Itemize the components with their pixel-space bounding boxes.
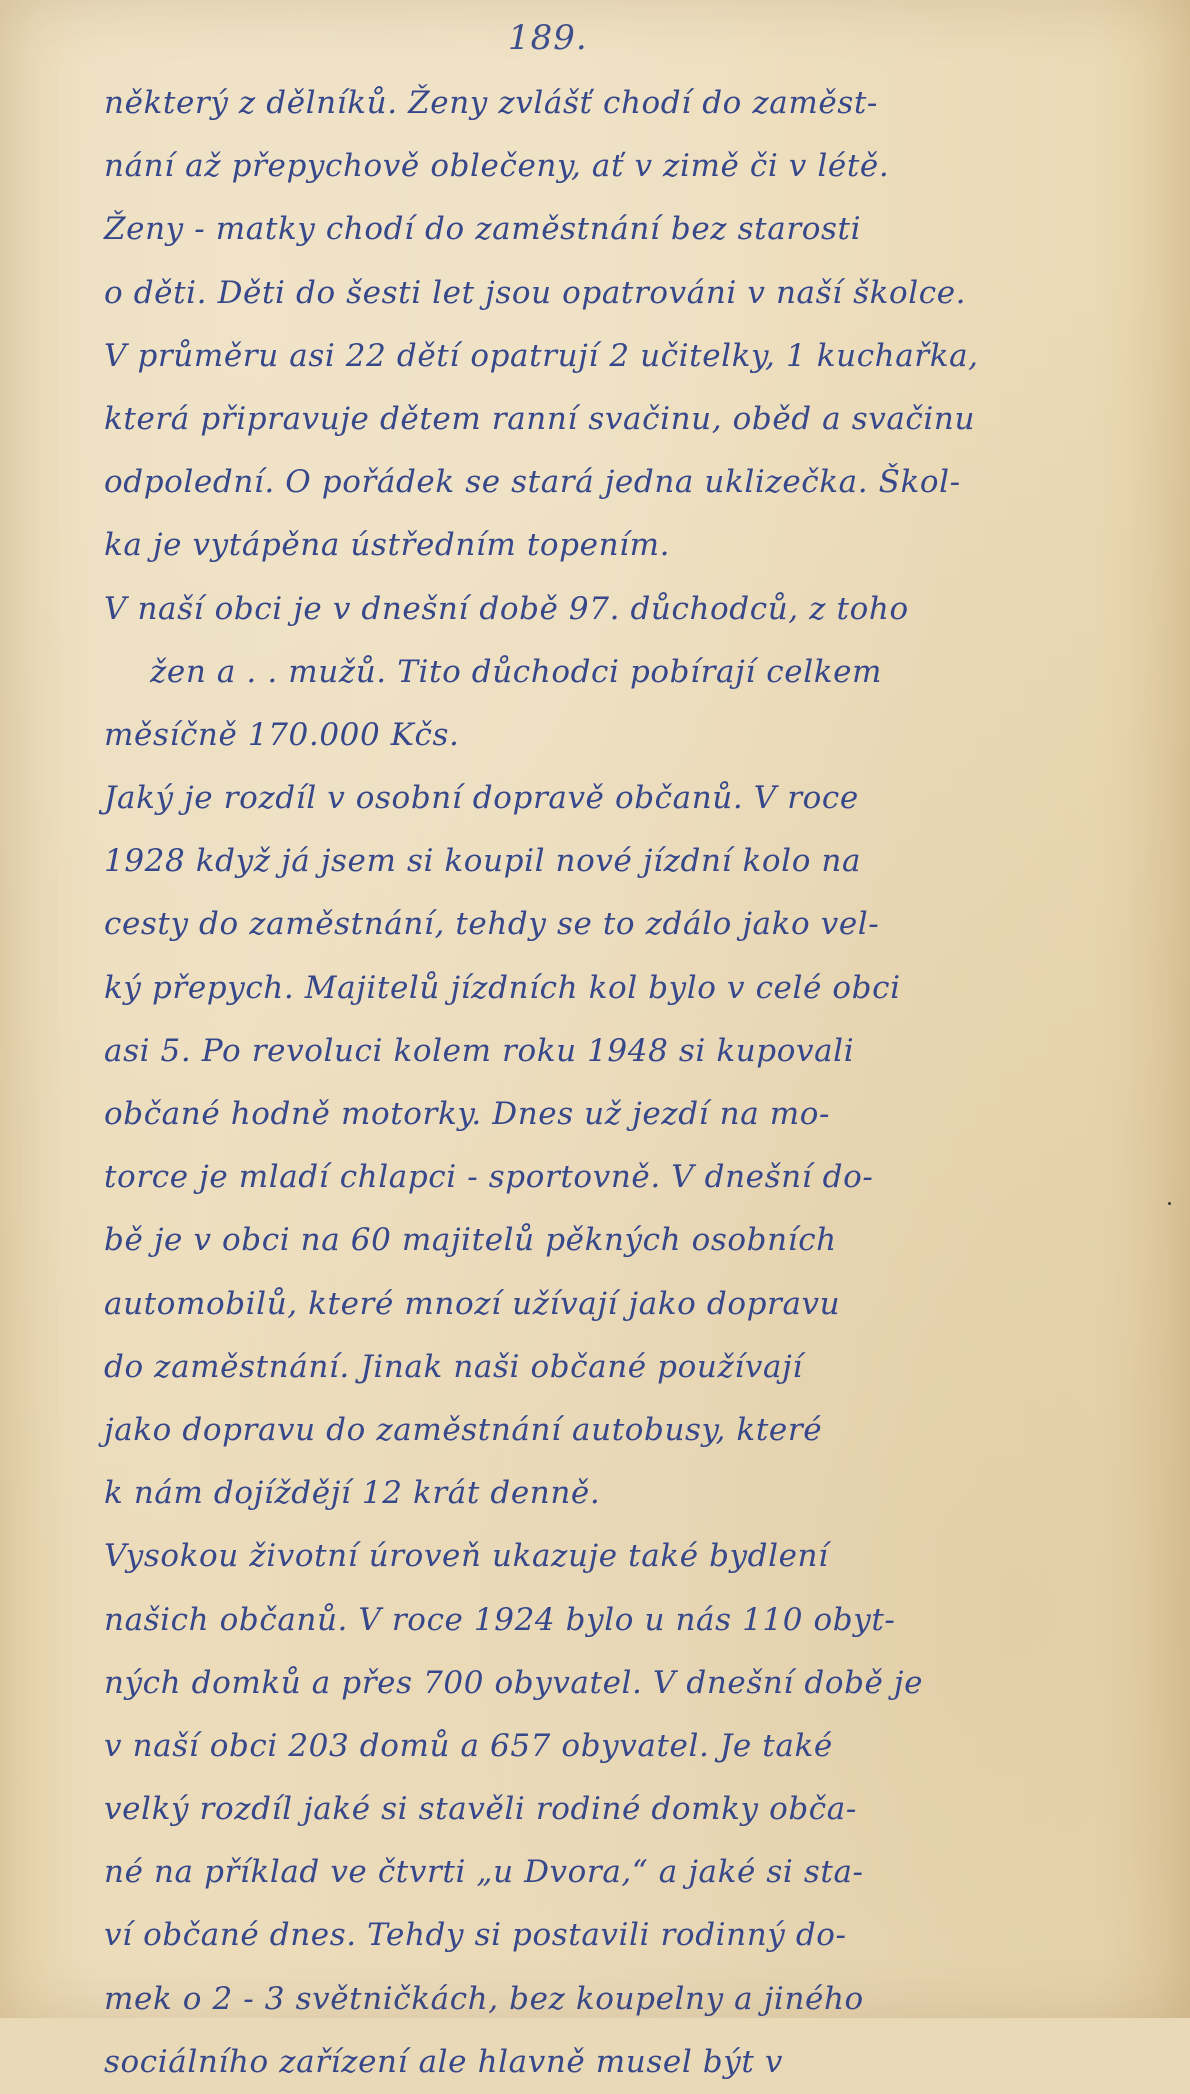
text-line: ký přepych. Majitelů jízdních kol bylo v celé obci [104,969,901,1006]
text-line: odpolední. O pořádek se stará jedna uklizečka. Škol- [104,464,961,501]
text-line: né na příklad ve čtvrti „u Dvora,“ a jaké si sta- [104,1854,864,1891]
page-number: 189. [508,18,588,58]
handwritten-text [104,72,1114,2094]
ink-dot [1168,1202,1171,1205]
text-line: cesty do zaměstnání, tehdy se to zdálo jako vel- [104,906,880,943]
text-line: Jaký je rozdíl v osobní dopravě občanů. V roce [104,780,859,817]
text-line: velký rozdíl jaké si stavěli rodiné domky obča- [104,1791,857,1828]
text-line: která připravuje dětem ranní svačinu, oběd a svačinu [104,400,976,437]
text-line: o děti. Děti do šesti let jsou opatrováni v naší školce. [104,274,967,311]
text-line: V naší obci je v dnešní době 97. důchodců, z toho [104,590,909,627]
text-line: žen a . . mužů. Tito důchodci pobírají celkem [150,653,883,690]
text-line: Vysokou životní úroveň ukazuje také bydlení [104,1538,829,1575]
text-line: torce je mladí chlapci - sportovně. V dnešní do- [104,1159,874,1196]
text-line: v naší obci 203 domů a 657 obyvatel. Je také [104,1727,833,1764]
text-line: našich občanů. V roce 1924 bylo u nás 110 obyt- [104,1601,896,1638]
text-line: ných domků a přes 700 obyvatel. V dnešní době je [104,1664,924,1701]
text-line: některý z dělníků. Ženy zvlášť chodí do zaměst- [104,85,878,121]
text-line: automobilů, které mnozí užívají jako dopravu [104,1285,841,1322]
text-line: jako dopravu do zaměstnání autobusy, které [104,1411,823,1448]
text-line: měsíčně 170.000 Kčs. [104,716,460,753]
text-line: sociálního zařízení ale hlavně musel být v [104,2043,783,2080]
text-line: Ženy - matky chodí do zaměstnání bez starosti [104,211,862,248]
text-line: ví občané dnes. Tehdy si postavili rodinný do- [104,1917,847,1954]
text-line: asi 5. Po revoluci kolem roku 1948 si kupovali [104,1032,855,1069]
text-line: mek o 2 - 3 světničkách, bez koupelny a jiného [104,1980,864,2017]
text-line: nání až přepychově oblečeny, ať v zimě či v létě. [104,148,890,185]
text-line: 1928 když já jsem si koupil nové jízdní kolo na [104,843,862,880]
text-line: do zaměstnání. Jinak naši občané používají [104,1348,803,1385]
text-line: občané hodně motorky. Dnes už jezdí na mo- [104,1096,831,1132]
text-line: bě je v obci na 60 majitelů pěkných osobních [104,1222,837,1259]
text-line: V průměru asi 22 dětí opatrují 2 učitelky, 1 kuchařka, [104,337,979,374]
text-line: k nám dojíždějí 12 krát denně. [104,1475,601,1512]
text-line: ka je vytápěna ústředním topením. [104,527,671,564]
